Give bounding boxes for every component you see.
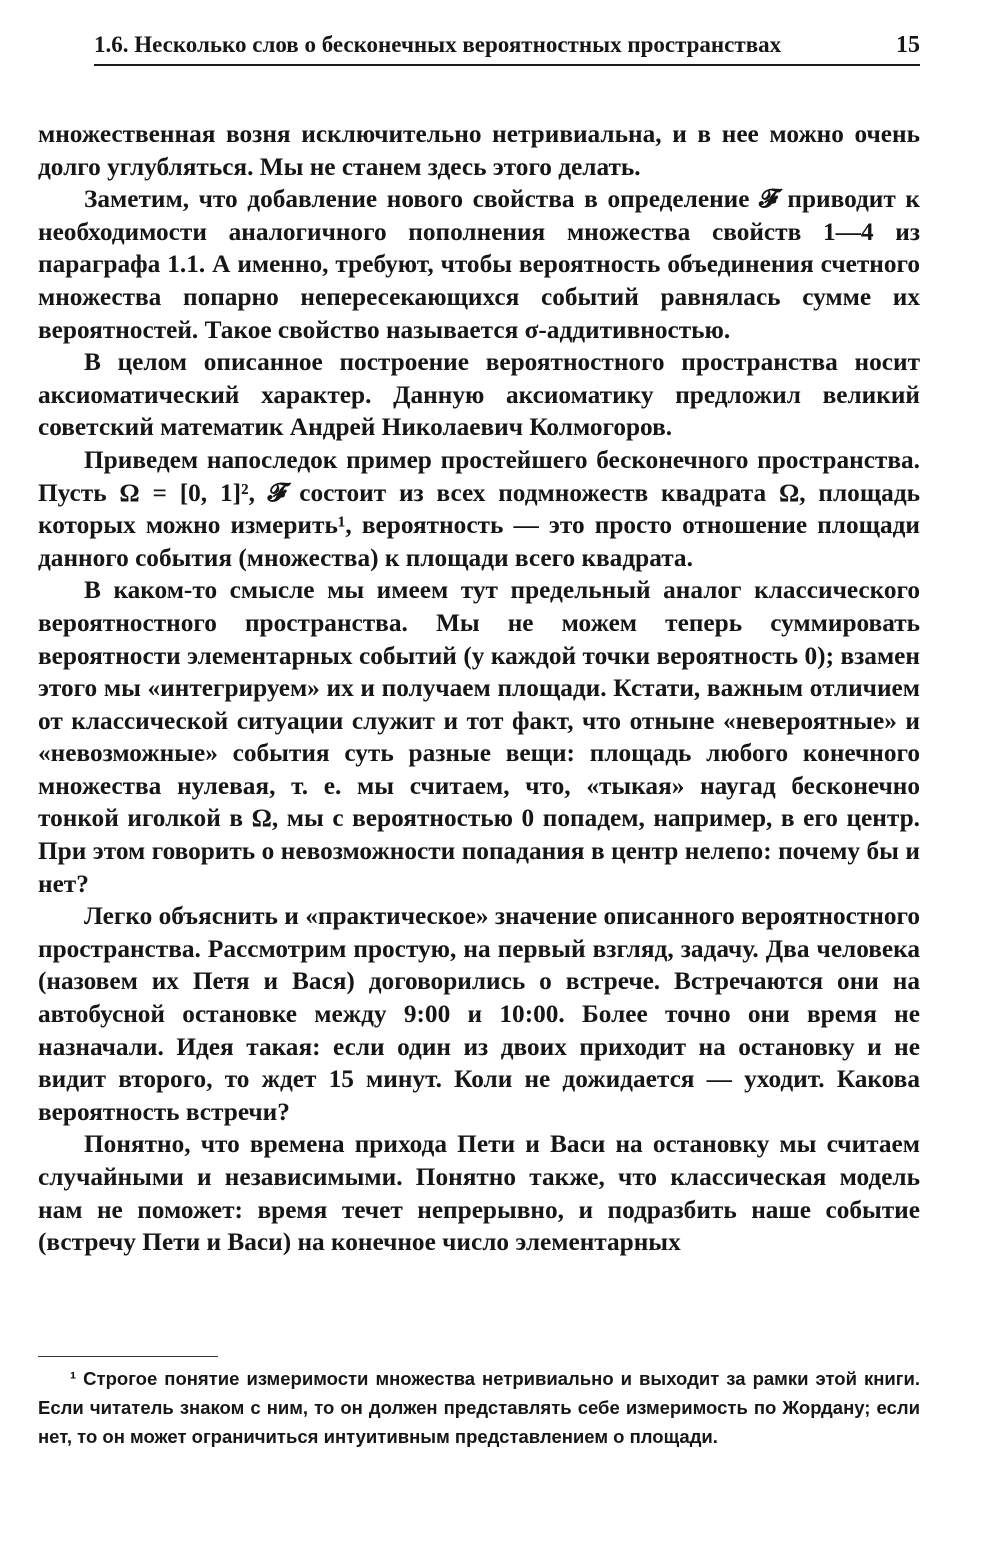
- section-title: 1.6. Несколько слов о бесконечных вероятностных пространствах: [94, 32, 782, 57]
- paragraph: В целом описанное построение вероятностного пространства носит аксиоматический характер. Данную аксиоматику предложил великий советский математик Андрей Николаевич Колмогоров.: [38, 348, 920, 442]
- footnote: ¹ Строгое понятие измеримости множества нетривиально и выходит за рамки этой книги. Если читатель знаком с ним, то он должен представлять себе измеримость по Жордану; если нет, то он может ограничиться интуитивным представлением о площади.: [38, 1368, 920, 1447]
- paragraph: Понятно, что времена прихода Пети и Васи на остановку мы считаем случайными и независимыми. Понятно также, что классическая модель нам не поможет: время течет непрерывно, и подразбить наше событие (встречу Пети и Васи) на конечное число элементарных: [38, 1130, 920, 1257]
- paragraph: множественная возня исключительно нетривиальна, и в нее можно очень долго углубляться. Мы не станем здесь этого делать.: [38, 120, 920, 181]
- paragraph: Приведем напоследок пример простейшего бесконечного пространства. Пусть Ω = [0, 1]², 𝓕 состоит из всех подмножеств квадрата Ω, площадь которых можно измерить¹, вероятность — это просто отношение площади данного события (множества) к площади всего квадрата.: [38, 445, 920, 572]
- page-number: 15: [896, 32, 920, 58]
- paragraph: Легко объяснить и «практическое» значение описанного вероятностного пространства. Рассмотрим простую, на первый взгляд, задачу. Два человека (назовем их Петя и Вася) договорились о встрече. Встречаются они на автобусной остановке между 9:00 и 10:00. Более точно они время не назначали. Идея такая: если один из двоих приходит на остановку и не видит второго, то ждет 15 минут. Коли не дожидается — уходит. Какова вероятность встречи?: [38, 902, 920, 1126]
- footnote-divider: [38, 1356, 218, 1357]
- running-header: [94, 30, 920, 66]
- main-text: [38, 118, 920, 1259]
- footnotes: [38, 1364, 920, 1451]
- paragraph: В каком-то смысле мы имеем тут предельный аналог классического вероятностного пространства. Мы не можем теперь суммировать вероятности элементарных событий (у каждой точки вероятность 0); взамен этого мы «интегрируем» их и получаем площади. Кстати, важным отличием от классической ситуации служит и тот факт, что отныне «невероятные» и «невозможные» события суть разные вещи: площадь любого конечного множества нулевая, т. е. мы считаем, что, «тыкая» наугад бесконечно тонкой иголкой в Ω, мы с вероятностью 0 попадем, например, в его центр. При этом говорить о невозможности попадания в центр нелепо: почему бы и нет?: [38, 576, 920, 898]
- paragraph: Заметим, что добавление нового свойства в определение 𝓕 приводит к необходимости аналогичного пополнения множества свойств 1—4 из параграфа 1.1. А именно, требуют, чтобы вероятность объединения счетного множества попарно непересекающихся событий равнялась сумме их вероятностей. Такое свойство называется σ-аддитивностью.: [38, 185, 920, 344]
